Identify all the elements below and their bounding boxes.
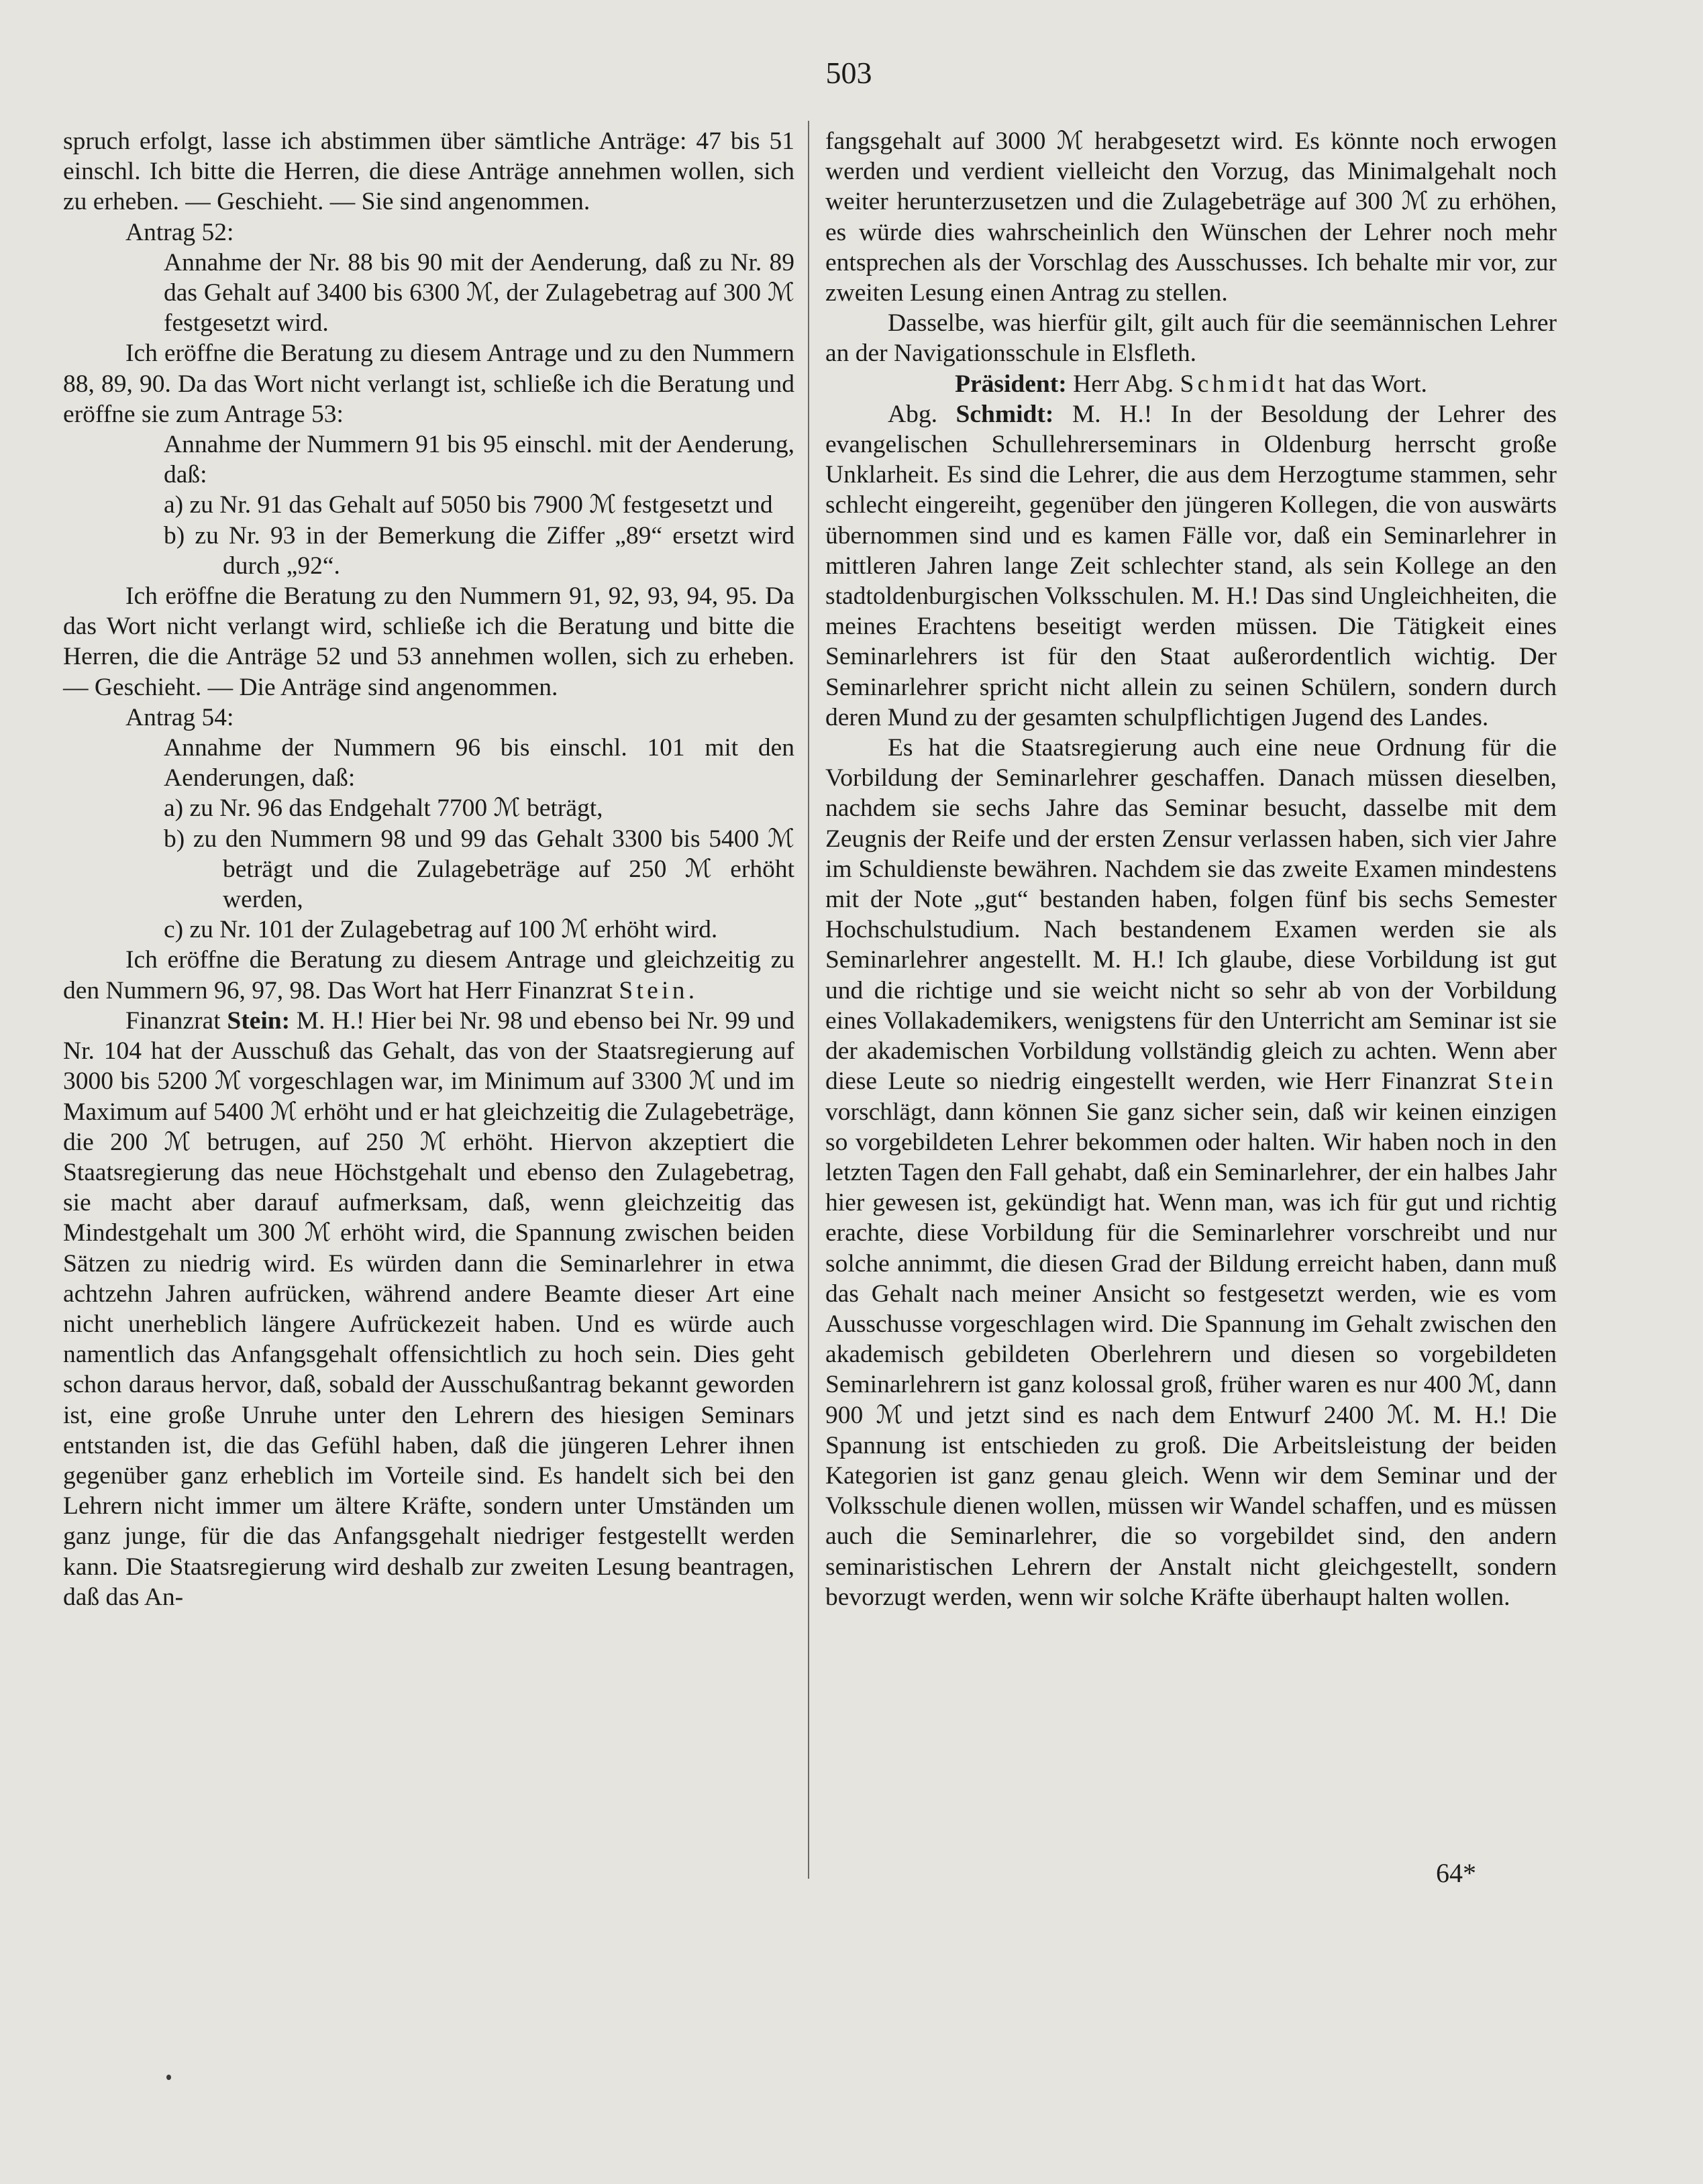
- paragraph: [825, 733, 1557, 1612]
- ink-speck: [166, 2075, 171, 2080]
- motion-heading: Antrag 54:: [125, 703, 234, 731]
- motion-item: c) zu Nr. 101 der Zulagebetrag auf 100 ℳ erhöht wird.: [164, 916, 718, 944]
- signature-mark: 64*: [1436, 1858, 1476, 1888]
- paragraph-text: .: [688, 976, 695, 1004]
- motion-text: Annahme der Nummern 96 bis einschl. 101 mit den Aenderungen, daß:: [164, 734, 794, 792]
- paragraph: spruch erfolgt, lasse ich abstimmen über sämtliche Anträge: 47 bis 51 einschl. Ich bitte die Herren, die diese Anträge annehmen wollen, sich zu erheben. — Geschieht. — Sie sind angenommen.: [63, 127, 794, 216]
- paragraph: fangsgehalt auf 3000 ℳ herabgesetzt wird. Es könnte noch erwogen werden und verdient vielleicht den Vorzug, das Minimalgehalt noch weiter herunterzusetzen und die Zulagebeträge auf 300 ℳ zu erhöhen, es würde dies wahrscheinlich den Wünschen der Lehrer noch mehr entsprechen als der Vorschlag des Ausschusses. Ich behalte mir vor, zur zweiten Lesung einen Antrag zu stellen.: [825, 127, 1557, 307]
- motion-heading: Antrag 52:: [125, 218, 234, 246]
- paragraph-text: M. H.! Hier bei Nr. 98 und ebenso bei Nr. 99 und Nr. 104 hat der Ausschuß das Gehalt, das von der Staatsregierung auf 3000 bis 5200 ℳ vorgeschlagen war, im Minimum auf 3300 ℳ und im Maximum auf 5400 ℳ erhöht und er hat gleichzeitig die Zulagebeträge, die 200 ℳ betrugen, auf 250 ℳ erhöht. Hiervon akzeptiert die Staatsregierung das neue Höchstgehalt und ebenso den Zulagebetrag, sie macht aber darauf aufmerksam, daß, wenn gleichzeitig das Mindestgehalt um 300 ℳ erhöht wird, die Spannung zwischen beiden Sätzen zu niedrig wird. Es würden dann die Seminarlehrer in etwa achtzehn Jahren aufrücken, während andere Beamte dieser Art eine nicht unerheblich längere Aufrückezeit haben. Und es würde auch namentlich das Anfangsgehalt offensichtlich zu hoch sein. Dies geht schon daraus hervor, daß, sobald der Ausschußantrag bekannt geworden ist, eine große Unruhe unter den Lehrern des hiesigen Seminars entstanden ist, die das Gefühl haben, daß die jüngeren Lehrer ihnen gegenüber ganz erheblich im Vorteile sind. Es handelt sich bei den Lehrern nicht immer um ältere Kräfte, sondern unter Umständen um ganz junge, für die das Anfangsgehalt niedriger festgestellt werden kann. Die Staatsregierung wird deshalb zur zweiten Lesung beantragen, daß das An-: [63, 1006, 794, 1611]
- paragraph: Ich eröffne die Beratung zu den Nummern 91, 92, 93, 94, 95. Da das Wort nicht verlangt wird, schließe ich die Beratung und bitte die Herren, die die Anträge 52 und 53 annehmen wollen, sich zu erheben. — Geschieht. — Die Anträge sind angenommen.: [63, 582, 794, 701]
- motion-text: Annahme der Nummern 91 bis 95 einschl. mit der Aenderung, daß:: [164, 431, 794, 489]
- paragraph-text: hat das Wort.: [1288, 370, 1427, 398]
- left-column: [63, 126, 794, 1612]
- speaker-label: Stein:: [227, 1006, 291, 1035]
- speech-paragraph: [825, 399, 1557, 733]
- paragraph-text: M. H.! In der Besoldung der Lehrer des evangelischen Schullehrerseminars in Oldenburg herrscht große Unklarheit. Es sind die Lehrer, die aus dem Herzogtume stammen, sehr schlecht eingereiht, gegenüber den jüngeren Kollegen, die von auswärts übernommen sind und es kamen Fälle vor, daß ein Seminarlehrer in mittleren Jahren lange Zeit schlechter stand, als sein Kollege an den stadtoldenburgischen Volksschulen. M. H.! Das sind Ungleichheiten, die meines Erachtens beseitigt werden müssen. Die Tätigkeit eines Seminarlehrers ist für den Staat außerordentlich wichtig. Der Seminarlehrer spricht nicht allein zu seinen Schülern, sondern durch deren Mund zu der gesamten schulpflichtigen Jugend des Landes.: [825, 400, 1557, 731]
- motion-text: Annahme der Nr. 88 bis 90 mit der Aenderung, daß zu Nr. 89 das Gehalt auf 3400 bis 6300 ℳ, der Zulagebetrag auf 300 ℳ festgesetzt wird.: [164, 248, 794, 337]
- right-column: [825, 126, 1557, 1612]
- column-rule: [808, 121, 809, 1879]
- motion-item: a) zu Nr. 96 das Endgehalt 7700 ℳ beträgt,: [164, 794, 603, 823]
- speaker-name: Stein: [619, 976, 688, 1004]
- paragraph-text: Es hat die Staatsregierung auch eine neue Ordnung für die Vorbildung der Seminarlehrer geschaffen. Danach müssen dieselben, nachdem sie sechs Jahre das Seminar besucht, dasselbe mit dem Zeugnis der Reife und der ersten Zensur verlassen haben, sich vier Jahre im Schuldienste bewähren. Nachdem sie das zweite Examen mindestens mit der Note „gut“ bestanden haben, folgen fünf bis sechs Semester Hochschulstudium. Nach bestandenem Examen werden sie als Seminarlehrer angestellt. M. H.! Ich glaube, diese Vorbildung ist gut und die richtige und sie weicht nicht so sehr ab von der Vorbildung eines Vollakademikers, wenigstens für den Unterricht am Seminar ist sie der akademischen Vorbildung vollständig gleich zu achten. Wenn aber diese Leute so niedrig eingestellt werden, wie Herr Finanzrat: [825, 734, 1557, 1096]
- speech-paragraph: [63, 1006, 794, 1612]
- page-number: 503: [825, 56, 872, 90]
- speaker-name: Stein: [1487, 1068, 1557, 1096]
- motion-item: b) zu Nr. 93 in der Bemerkung die Ziffer „89“ ersetzt wird durch „92“.: [164, 521, 794, 580]
- paragraph: Dasselbe, was hierfür gilt, gilt auch für die seemännischen Lehrer an der Navigationsschule in Elsfleth.: [825, 309, 1557, 368]
- paragraph-text: Finanzrat: [125, 1006, 227, 1035]
- motion-item: a) zu Nr. 91 das Gehalt auf 5050 bis 7900 ℳ festgesetzt und: [164, 491, 773, 519]
- paragraph-text: vorschlägt, dann können Sie ganz sicher sein, daß wir keinen einzigen so vorgebildeten Lehrer bekommen oder halten. Wir haben noch in den letzten Tagen den Fall gehabt, daß ein Seminarlehrer, der ein halbes Jahr hier gewesen ist, gekündigt hat. Wenn man, was ich für gut und richtig erachte, diese Vorbildung für die Seminarlehrer vorschreibt und nur solche annimmt, die diesen Grad der Bildung erreicht haben, dann muß das Gehalt nach meiner Ansicht so festgesetzt werden, wie es vom Ausschusse vorgeschlagen wird. Die Spannung im Gehalt zwischen den akademisch gebildeten Oberlehrern und diesen so vorgebildeten Seminarlehrern ist ganz kolossal groß, früher waren es nur 400 ℳ, dann 900 ℳ und jetzt sind es nach dem Entwurf 2400 ℳ. M. H.! Die Spannung ist entschieden zu groß. Die Arbeitsleistung der beiden Kategorien ist ganz genau gleich. Wenn wir dem Seminar und der Volksschule dienen wollen, müssen wir Wandel schaffen, und es müssen auch die Seminarlehrer, die so vorgebildet sind, den andern seminaristischen Lehrern der Anstalt nicht gleichgestellt, sondern bevorzugt werden, wenn wir solche Kräfte überhaupt halten wollen.: [825, 1098, 1557, 1611]
- paragraph: Ich eröffne die Beratung zu diesem Antrage und zu den Nummern 88, 89, 90. Da das Wort nicht verlangt ist, schließe ich die Beratung und eröffne sie zum Antrage 53:: [63, 340, 794, 428]
- president-line: [825, 369, 1557, 399]
- paragraph-text: Ich eröffne die Beratung zu diesem Antrage und gleichzeitig zu den Nummern 96, 97, 98. Das Wort hat Herr Finanzrat: [63, 946, 794, 1004]
- paragraph-text: Herr Abg.: [1066, 370, 1180, 398]
- speaker-label: Präsident:: [955, 370, 1067, 398]
- paragraph: [63, 945, 794, 1005]
- motion-item: b) zu den Nummern 98 und 99 das Gehalt 3300 bis 5400 ℳ beträgt und die Zulagebeträge auf 250 ℳ erhöht werden,: [164, 825, 794, 914]
- speaker-label: Schmidt:: [956, 400, 1054, 428]
- paragraph-text: Abg.: [888, 400, 956, 428]
- speaker-name: Schmidt: [1180, 370, 1289, 398]
